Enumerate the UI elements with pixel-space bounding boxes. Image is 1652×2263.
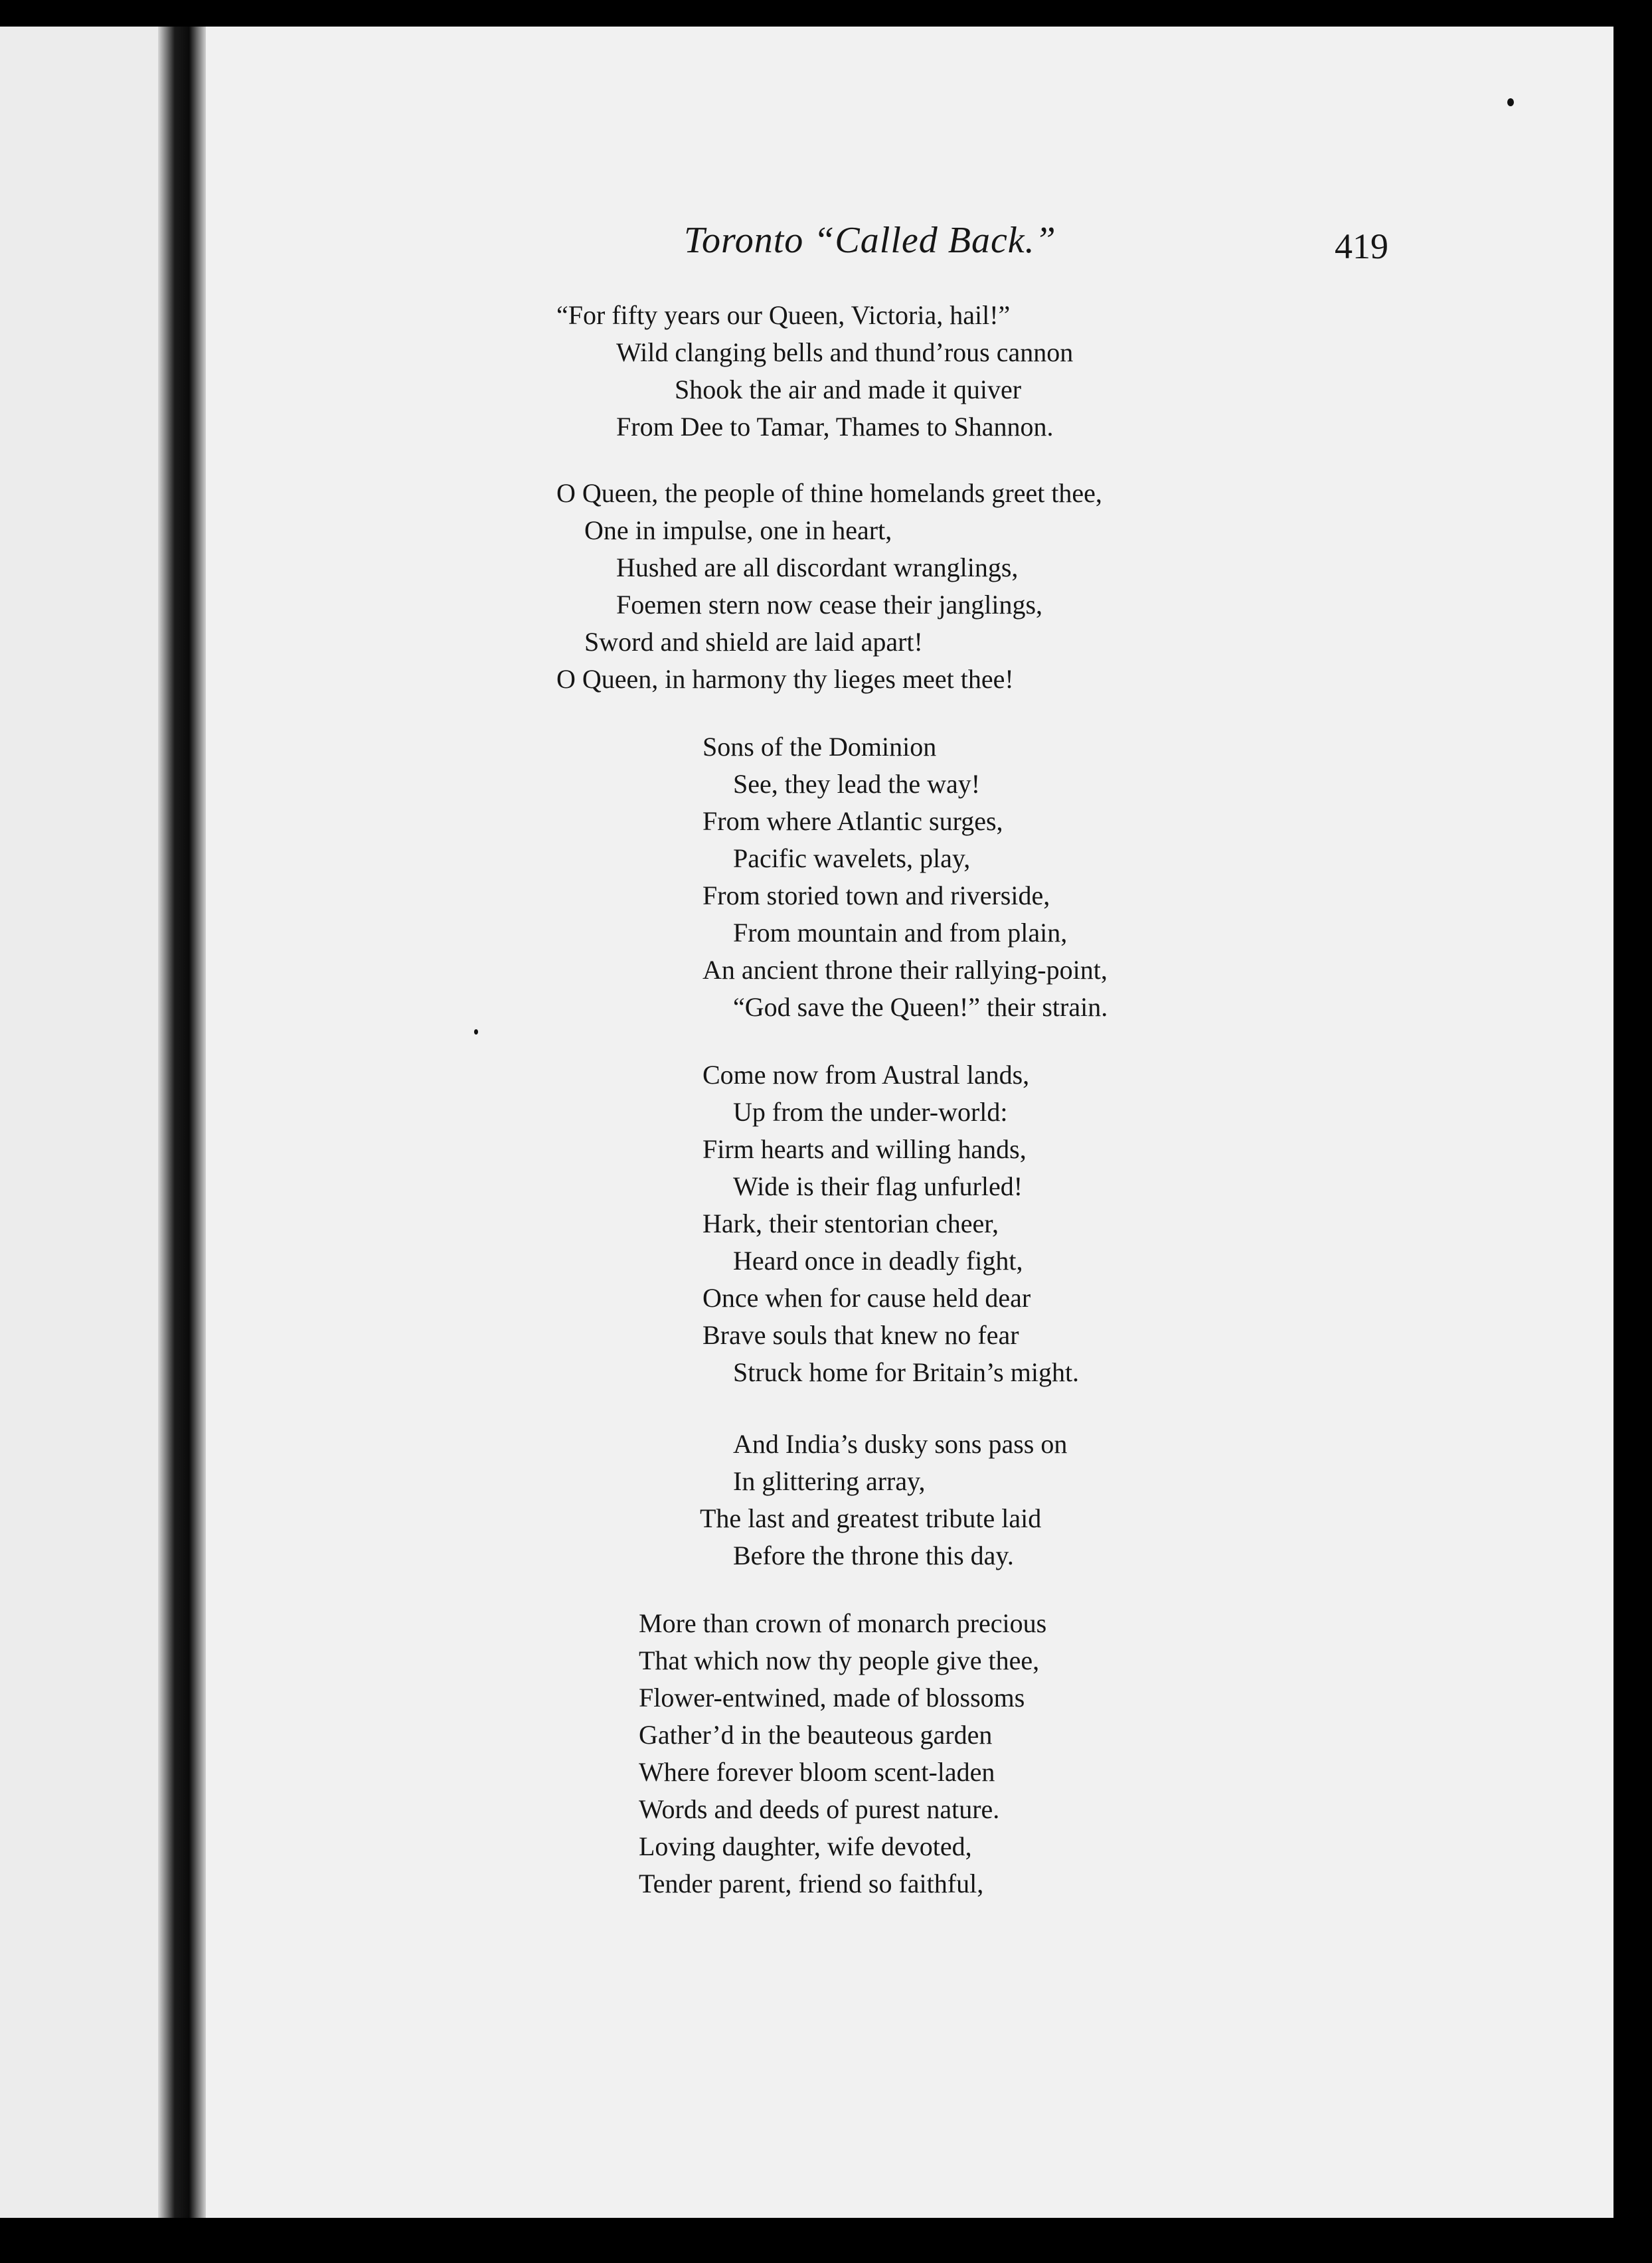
poem-line: Brave souls that knew no fear: [702, 1320, 1019, 1350]
poem-line: Once when for cause held dear: [702, 1283, 1031, 1313]
poem-line: Up from the under-world:: [733, 1097, 1008, 1127]
poem-line: More than crown of monarch precious: [639, 1608, 1047, 1638]
poem-line: Struck home for Britain’s might.: [733, 1357, 1080, 1387]
poem-line: Wide is their flag unfurled!: [733, 1171, 1023, 1201]
poem-line: That which now thy people give thee,: [639, 1645, 1040, 1675]
book-page: [206, 27, 1613, 2218]
poem-line: Loving daughter, wife devoted,: [639, 1831, 972, 1861]
poem-line: Flower-entwined, made of blossoms: [639, 1683, 1025, 1713]
poem-line: From Dee to Tamar, Thames to Shannon.: [616, 412, 1054, 442]
page-number: 419: [1335, 226, 1388, 266]
poem-line: From storied town and riverside,: [702, 880, 1050, 910]
poem-line: See, they lead the way!: [733, 769, 981, 799]
ink-speck: [1507, 98, 1514, 106]
poem-line: One in impulse, one in heart,: [584, 515, 892, 545]
scan-border: [1613, 0, 1652, 2263]
poem-line: Shook the air and made it quiver: [675, 375, 1022, 404]
poem-line: From where Atlantic surges,: [702, 806, 1003, 836]
poem-line: Pacific wavelets, play,: [733, 843, 971, 873]
poem-line: O Queen, the people of thine homelands greet thee,: [556, 478, 1102, 508]
poem-line: O Queen, in harmony thy lieges meet thee!: [556, 664, 1014, 694]
ink-speck: [474, 1029, 478, 1035]
poem-line: Firm hearts and willing hands,: [702, 1134, 1027, 1164]
facing-page-edge: [0, 27, 158, 2218]
poem-line: “For fifty years our Queen, Victoria, hail!”: [556, 300, 1011, 330]
poem-line: “God save the Queen!” their strain.: [733, 992, 1108, 1022]
poem-line: An ancient throne their rallying-point,: [702, 955, 1108, 985]
poem-line: In glittering array,: [733, 1466, 926, 1496]
poem-line: Heard once in deadly fight,: [733, 1246, 1023, 1276]
poem-line: Tender parent, friend so faithful,: [639, 1869, 984, 1898]
poem-line: Sons of the Dominion: [702, 732, 937, 762]
poem-line: Gather’d in the beauteous garden: [639, 1720, 993, 1750]
book-gutter: [158, 27, 206, 2218]
poem-line: Before the throne this day.: [733, 1541, 1014, 1570]
poem-line: Where forever bloom scent-laden: [639, 1757, 995, 1787]
poem-line: Foemen stern now cease their janglings,: [616, 590, 1043, 620]
poem-line: Hark, their stentorian cheer,: [702, 1209, 999, 1238]
poem-line: Sword and shield are laid apart!: [584, 627, 923, 657]
poem-line: The last and greatest tribute laid: [700, 1503, 1042, 1533]
poem-line: Wild clanging bells and thund’rous cannon: [616, 337, 1074, 367]
poem-line: Come now from Austral lands,: [702, 1060, 1030, 1090]
running-title: Toronto “Called Back.”: [684, 220, 1056, 261]
poem-line: And India’s dusky sons pass on: [733, 1429, 1068, 1459]
poem-line: Hushed are all discordant wranglings,: [616, 552, 1019, 582]
poem-line: From mountain and from plain,: [733, 918, 1068, 948]
poem-line: Words and deeds of purest nature.: [639, 1794, 1000, 1824]
